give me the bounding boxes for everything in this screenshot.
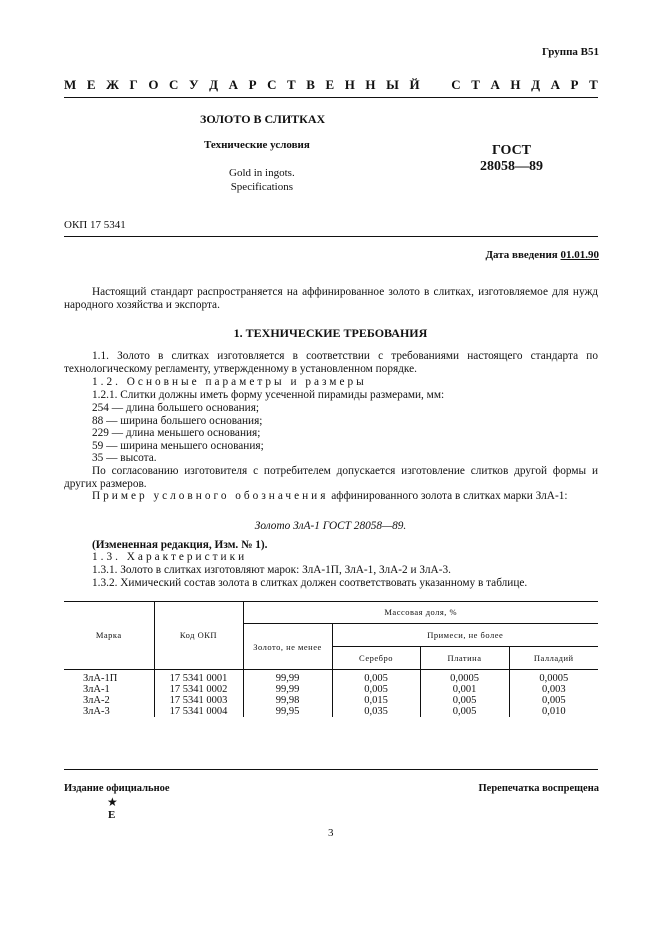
dimension-5: 35 — высота.	[92, 452, 157, 464]
banner-letter: Д	[531, 77, 541, 92]
table-cell: 0,0005	[420, 670, 509, 685]
table-cell: 0,035	[332, 706, 420, 717]
banner-letter: Ж	[106, 77, 119, 92]
para-1-2-text: 1.2. Основные параметры и размеры	[92, 376, 367, 388]
table-row	[64, 684, 598, 695]
para-1-3	[64, 551, 598, 564]
table-row	[64, 706, 598, 717]
table-cell: ЗлА-3	[83, 706, 110, 717]
th-mark: Марка	[64, 601, 154, 670]
para-1-3-1: 1.3.1. Золото в слитках изготовляют марок: ЗлА-1П, ЗлА-1, ЗлА-2 и ЗлА-3.	[92, 564, 451, 576]
para-1-2	[64, 376, 598, 389]
table-cell: ЗлА-2	[83, 695, 110, 706]
table-cell: 99,95	[243, 706, 332, 717]
banner-letter: Т	[589, 77, 598, 92]
banner-letter: А	[228, 77, 238, 92]
intro-paragraph: Настоящий стандарт распространяется на аффинированное золото в слитках, изготовляемое для нужд народного хозяйства и экспорта.	[64, 286, 598, 311]
table-cell: 0,001	[420, 684, 509, 695]
doc-title-en-line2: Specifications	[230, 181, 294, 193]
banner-letter: Е	[86, 77, 96, 92]
star-icon: ★	[107, 795, 118, 809]
table-cell: 0,005	[332, 684, 420, 695]
para-1-2-1: 1.2.1. Слитки должны иметь форму усеченной пирамиды размерами, мм:	[92, 389, 445, 401]
table-cell: 99,99	[243, 684, 332, 695]
doc-title-en	[229, 166, 295, 194]
banner-letter: Н	[510, 77, 521, 92]
th-mass: Массовая доля, %	[243, 601, 598, 624]
amendment-note: (Измененная редакция, Изм. № 1).	[92, 539, 268, 551]
doc-title-en-line1: Gold in ingots.	[229, 167, 295, 179]
banner-letter: Т	[471, 77, 480, 92]
okp-rule	[64, 236, 598, 237]
banner-letter: Д	[209, 77, 219, 92]
edition-letter: Е	[108, 809, 116, 821]
intro-date-label: Дата введения	[485, 249, 558, 261]
table-cell: 0,010	[509, 706, 598, 717]
th-okp: Код ОКП	[154, 601, 243, 670]
composition-table	[64, 601, 598, 717]
edition-note: Издание официальное	[64, 783, 170, 794]
para-example-lead: Пример условного обозначения	[92, 490, 329, 502]
th-palladium: Палладий	[509, 647, 598, 670]
para-1-1: 1.1. Золото в слитках изготовляется в соответствии с требованиями настоящего стандарта по технологическому регламенту, утвержденному в установленном порядке.	[64, 350, 598, 375]
dimension-1: 254 — длина большего основания;	[92, 402, 260, 414]
table-cell: 17 5341 0004	[154, 706, 243, 717]
th-platinum: Платина	[420, 647, 509, 670]
banner-letter: Т	[287, 77, 296, 92]
group-code: Группа В51	[541, 46, 599, 58]
table-cell: 17 5341 0003	[154, 695, 243, 706]
example-designation: Золото ЗлА-1 ГОСТ 28058—89.	[254, 520, 407, 532]
banner-letter: Й	[409, 77, 420, 92]
para-example-rest: аффинированного золота в слитках марки ЗлА-1:	[328, 490, 568, 502]
para-1-3-2: 1.3.2. Химический состав золота в слитках должен соответствовать указанному в таблице.	[92, 577, 528, 589]
banner-letter: Е	[325, 77, 335, 92]
table-cell: 0,003	[509, 684, 598, 695]
section-heading: 1. ТЕХНИЧЕСКИЕ ТРЕБОВАНИЯ	[233, 326, 428, 340]
gost-number	[480, 143, 543, 175]
intro-date	[485, 249, 599, 261]
banner-letter: Р	[570, 77, 579, 92]
th-silver: Серебро	[332, 647, 420, 670]
table-cell: 0,005	[420, 706, 509, 717]
table-cell: 0,0005	[509, 670, 598, 685]
banner-letter: В	[306, 77, 315, 92]
banner-letter: Ы	[386, 77, 399, 92]
table-cell: ЗлА-1	[83, 684, 110, 695]
banner-letter: С	[267, 77, 277, 92]
dimension-3: 229 — длина меньшего основания;	[92, 427, 261, 439]
para-example	[64, 490, 598, 503]
banner-letter: Р	[248, 77, 257, 92]
banner-letter: М	[64, 77, 77, 92]
table-cell: 99,99	[243, 670, 332, 685]
banner-letter: С	[451, 77, 461, 92]
okp-code: ОКП 17 5341	[64, 219, 126, 231]
doc-subtitle: Технические условия	[204, 139, 310, 151]
table-cell: ЗлА-1П	[83, 673, 118, 684]
th-impurities: Примеси, не более	[332, 624, 598, 647]
standard-banner	[64, 77, 598, 93]
table-cell: 0,015	[332, 695, 420, 706]
gost-label: ГОСТ	[491, 143, 532, 158]
table-row	[64, 670, 598, 685]
banner-letter: Г	[129, 77, 138, 92]
dimension-2: 88 — ширина большего основания;	[92, 415, 263, 427]
dimension-4: 59 — ширина меньшего основания;	[92, 440, 264, 452]
table-cell: 0,005	[332, 670, 420, 685]
gost-code: 28058—89	[480, 159, 543, 174]
banner-letter: А	[550, 77, 560, 92]
table-cell: 17 5341 0001	[154, 670, 243, 685]
table-row	[64, 695, 598, 706]
banner-letter: Н	[365, 77, 376, 92]
table-cell: 0,005	[509, 695, 598, 706]
para-agreement: По согласованию изготовителя с потребителем допускается изготовление слитков другой формы и других размеров.	[64, 465, 598, 490]
table-cell: 99,98	[243, 695, 332, 706]
th-gold: Золото, не менее	[243, 624, 332, 670]
banner-letter: А	[490, 77, 500, 92]
para-1-3-text: 1.3. Характеристики	[92, 551, 248, 563]
banner-letter: С	[169, 77, 179, 92]
banner-letter: О	[148, 77, 159, 92]
footer-rule	[64, 769, 598, 770]
intro-date-value: 01.01.90	[560, 249, 599, 261]
table-cell: 0,005	[420, 695, 509, 706]
page-number: 3	[328, 827, 334, 839]
doc-title: ЗОЛОТО В СЛИТКАХ	[200, 112, 326, 126]
banner-letter: Н	[344, 77, 355, 92]
reprint-note: Перепечатка воспрещена	[478, 783, 599, 794]
table-cell: 17 5341 0002	[154, 684, 243, 695]
banner-letter: У	[188, 77, 199, 92]
header-rule	[64, 97, 598, 98]
